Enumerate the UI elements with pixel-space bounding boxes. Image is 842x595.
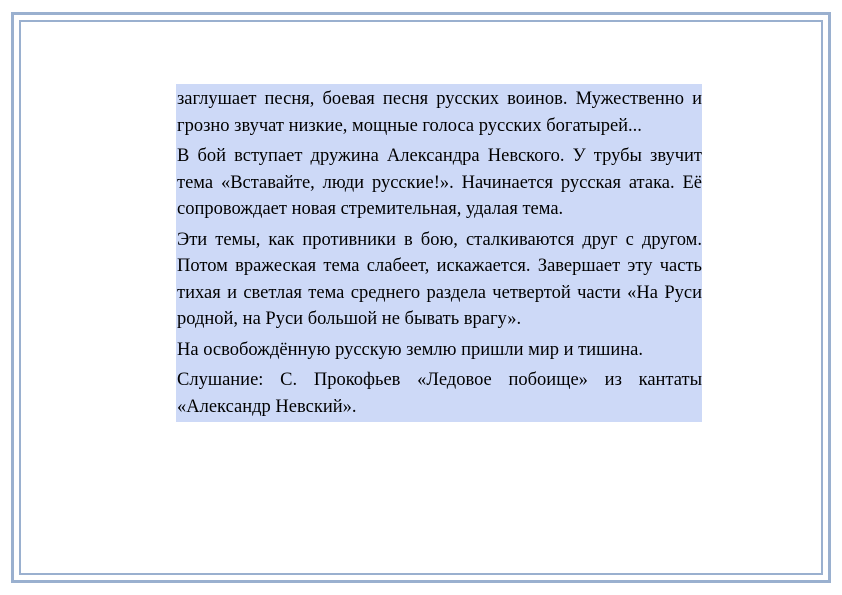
paragraph: В бой вступает дружина Александра Невского. У трубы звучит тема «Вставайте, люди русские!». Начинается русская атака. Её сопровождает новая стремительная, удалая тема.: [177, 146, 702, 219]
paragraph: Слушание: С. Прокофьев «Ледовое побоище» из кантаты «Александр Невский».: [177, 370, 702, 417]
paragraph: На освобождённую русскую землю пришли мир и тишина.: [177, 339, 644, 360]
text-block: [176, 84, 702, 422]
paragraph: заглушает песня, боевая песня русских воинов. Мужественно и грозно звучат низкие, мощные голоса русских богатырей...: [177, 89, 702, 136]
paragraph: Эти темы, как противники в бою, сталкиваются друг с другом. Потом вражеская тема слабеет, искажается. Завершает эту часть тихая и светлая тема среднего раздела четвертой части «На Руси родной, на Руси большой не бывать врагу».: [177, 229, 702, 329]
